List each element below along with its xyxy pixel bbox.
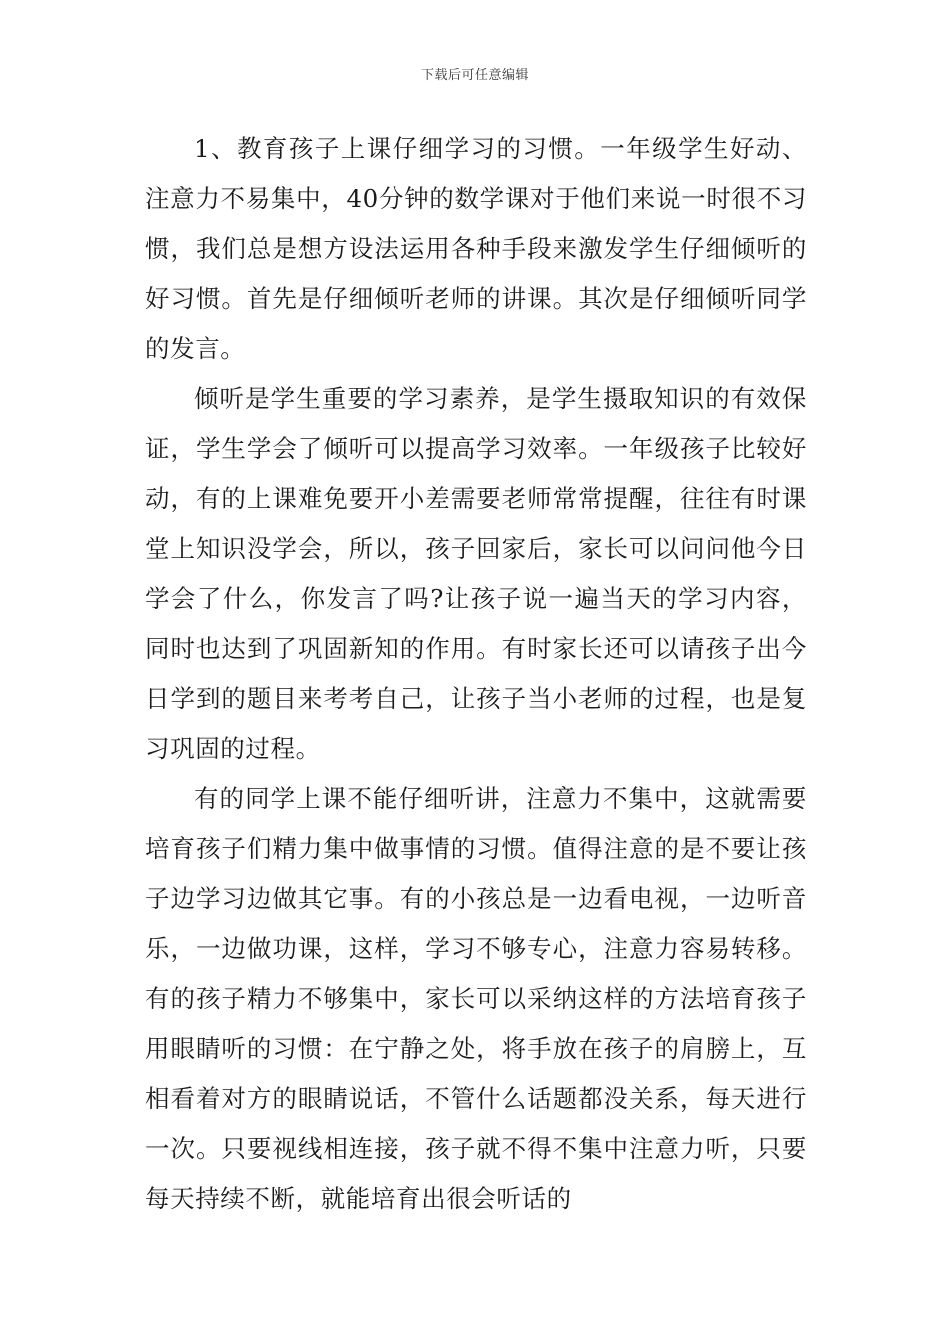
document-body <box>145 124 807 1224</box>
paragraph-1: 1、教育孩子上课仔细学习的习惯。一年级学生好动、注意力不易集中，40分钟的数学课对于他们来说一时很不习惯，我们总是想方设法运用各种手段来激发学生仔细倾听的好习惯。首先是仔细倾听老师的讲课。其次是仔细倾听同学的发言。 <box>145 134 807 363</box>
paragraph-2: 倾听是学生重要的学习素养，是学生摄取知识的有效保证，学生学会了倾听可以提高学习效率。一年级孩子比较好动，有的上课难免要开小差需要老师常常提醒，往往有时课堂上知识没学会，所以，孩子回家后，家长可以问问他今日学会了什么，你发言了吗?让孩子说一遍当天的学习内容，同时也达到了巩固新知的作用。有时家长还可以请孩子出今日学到的题目来考考自己，让孩子当小老师的过程，也是复习巩固的过程。 <box>145 384 807 763</box>
page-header: 下载后可任意编辑 <box>420 68 529 83</box>
paragraph-3: 有的同学上课不能仔细听讲，注意力不集中，这就需要培育孩子们精力集中做事情的习惯。值得注意的是不要让孩子边学习边做其它事。有的小孩总是一边看电视，一边听音乐，一边做功课，这样，学习不够专心，注意力容易转移。有的孩子精力不够集中，家长可以采纳这样的方法培育孩子用眼睛听的习惯：在宁静之处，将手放在孩子的肩膀上，互相看着对方的眼睛说话，不管什么话题都没关系，每天进行一次。只要视线相连接，孩子就不得不集中注意力听，只要每天持续不断，就能培育出很会听话的 <box>145 784 807 1213</box>
